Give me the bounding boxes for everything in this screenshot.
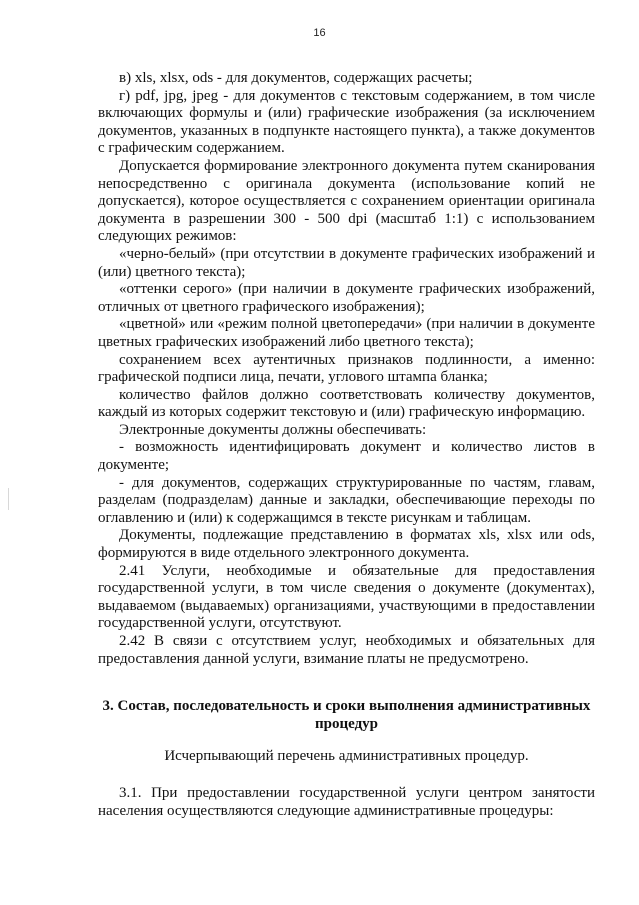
paragraph-format-pdf: г) pdf, jpg, jpeg - для документов с текстовым содержанием, в том числе включающих формулы и (или) графические изображения (за исключением документов, указанных в подпункте настоящего пункта), а также документов с графическим содержанием.	[98, 87, 595, 157]
paragraph-file-count: количество файлов должно соответствовать количеству документов, каждый из которых содержит текстовую и (или) графическую информацию.	[98, 386, 595, 421]
procedures-subheading: Исчерпывающий перечень административных процедур.	[164, 748, 529, 764]
paragraph-requirements-intro: Электронные документы должны обеспечивать:	[119, 421, 427, 438]
subsection-3-1	[98, 784, 595, 820]
section-heading: 3. Состав, последовательность и сроки выполнения административных процедур	[102, 698, 591, 732]
paragraph-separate-document: Документы, подлежащие представлению в форматах xls, xlsx или ods, формируются в виде отдельного электронного документа.	[98, 527, 595, 562]
body-text	[98, 70, 595, 668]
paragraph-3-1: 3.1. При предоставлении государственной услуги центром занятости населения осуществляются следующие административные процедуры:	[98, 785, 595, 819]
paragraph-mode-grayscale: «оттенки серого» (при наличии в документе графических изображений, отличных от цветного графического изображения);	[98, 281, 595, 315]
scan-margin-mark	[8, 488, 9, 510]
paragraph-mode-bw: «черно-белый» (при отсутствии в документе графических изображений и (или) цветного текста);	[98, 245, 595, 280]
paragraph-requirement-identify: - возможность идентифицировать документ и количество листов в документе;	[98, 439, 595, 474]
paragraph-authenticity: сохранением всех аутентичных признаков подлинности, а именно: графической подписи лица, печати, углового штампа бланка;	[98, 351, 595, 386]
page-number: 16	[313, 27, 326, 39]
paragraph-2-42: 2.42 В связи с отсутствием услуг, необходимых и обязательных для предоставления данной услуги, взимание платы не предусмотрено.	[98, 633, 595, 667]
paragraph-scanning: Допускается формирование электронного документа путем сканирования непосредственно с оригинала документа (использование копий не допускается), которое осуществляется с сохранением ориентации оригинала документа в разрешении 300 - 500 dpi (масштаб 1:1) с использованием следующих режимов:	[98, 157, 595, 245]
paragraph-2-41: 2.41 Услуги, необходимые и обязательные для предоставления государственной услуги, в том числе сведения о документе (документах), выдаваемом (выдаваемых) организациями, участвующими в предоставлении государственной услуги, отсутствуют.	[98, 562, 595, 632]
paragraph-format-xls: в) xls, xlsx, ods - для документов, содержащих расчеты;	[119, 70, 473, 86]
paragraph-mode-color: «цветной» или «режим полной цветопередачи» (при наличии в документе цветных графических изображений либо цветного текста);	[98, 316, 595, 350]
paragraph-requirement-bookmarks: - для документов, содержащих структурированные по частям, главам, разделам (подразделам) данные и закладки, обеспечивающие переходы по оглавлению и (или) к содержащимся в тексте рисункам и таблицам.	[98, 474, 595, 526]
